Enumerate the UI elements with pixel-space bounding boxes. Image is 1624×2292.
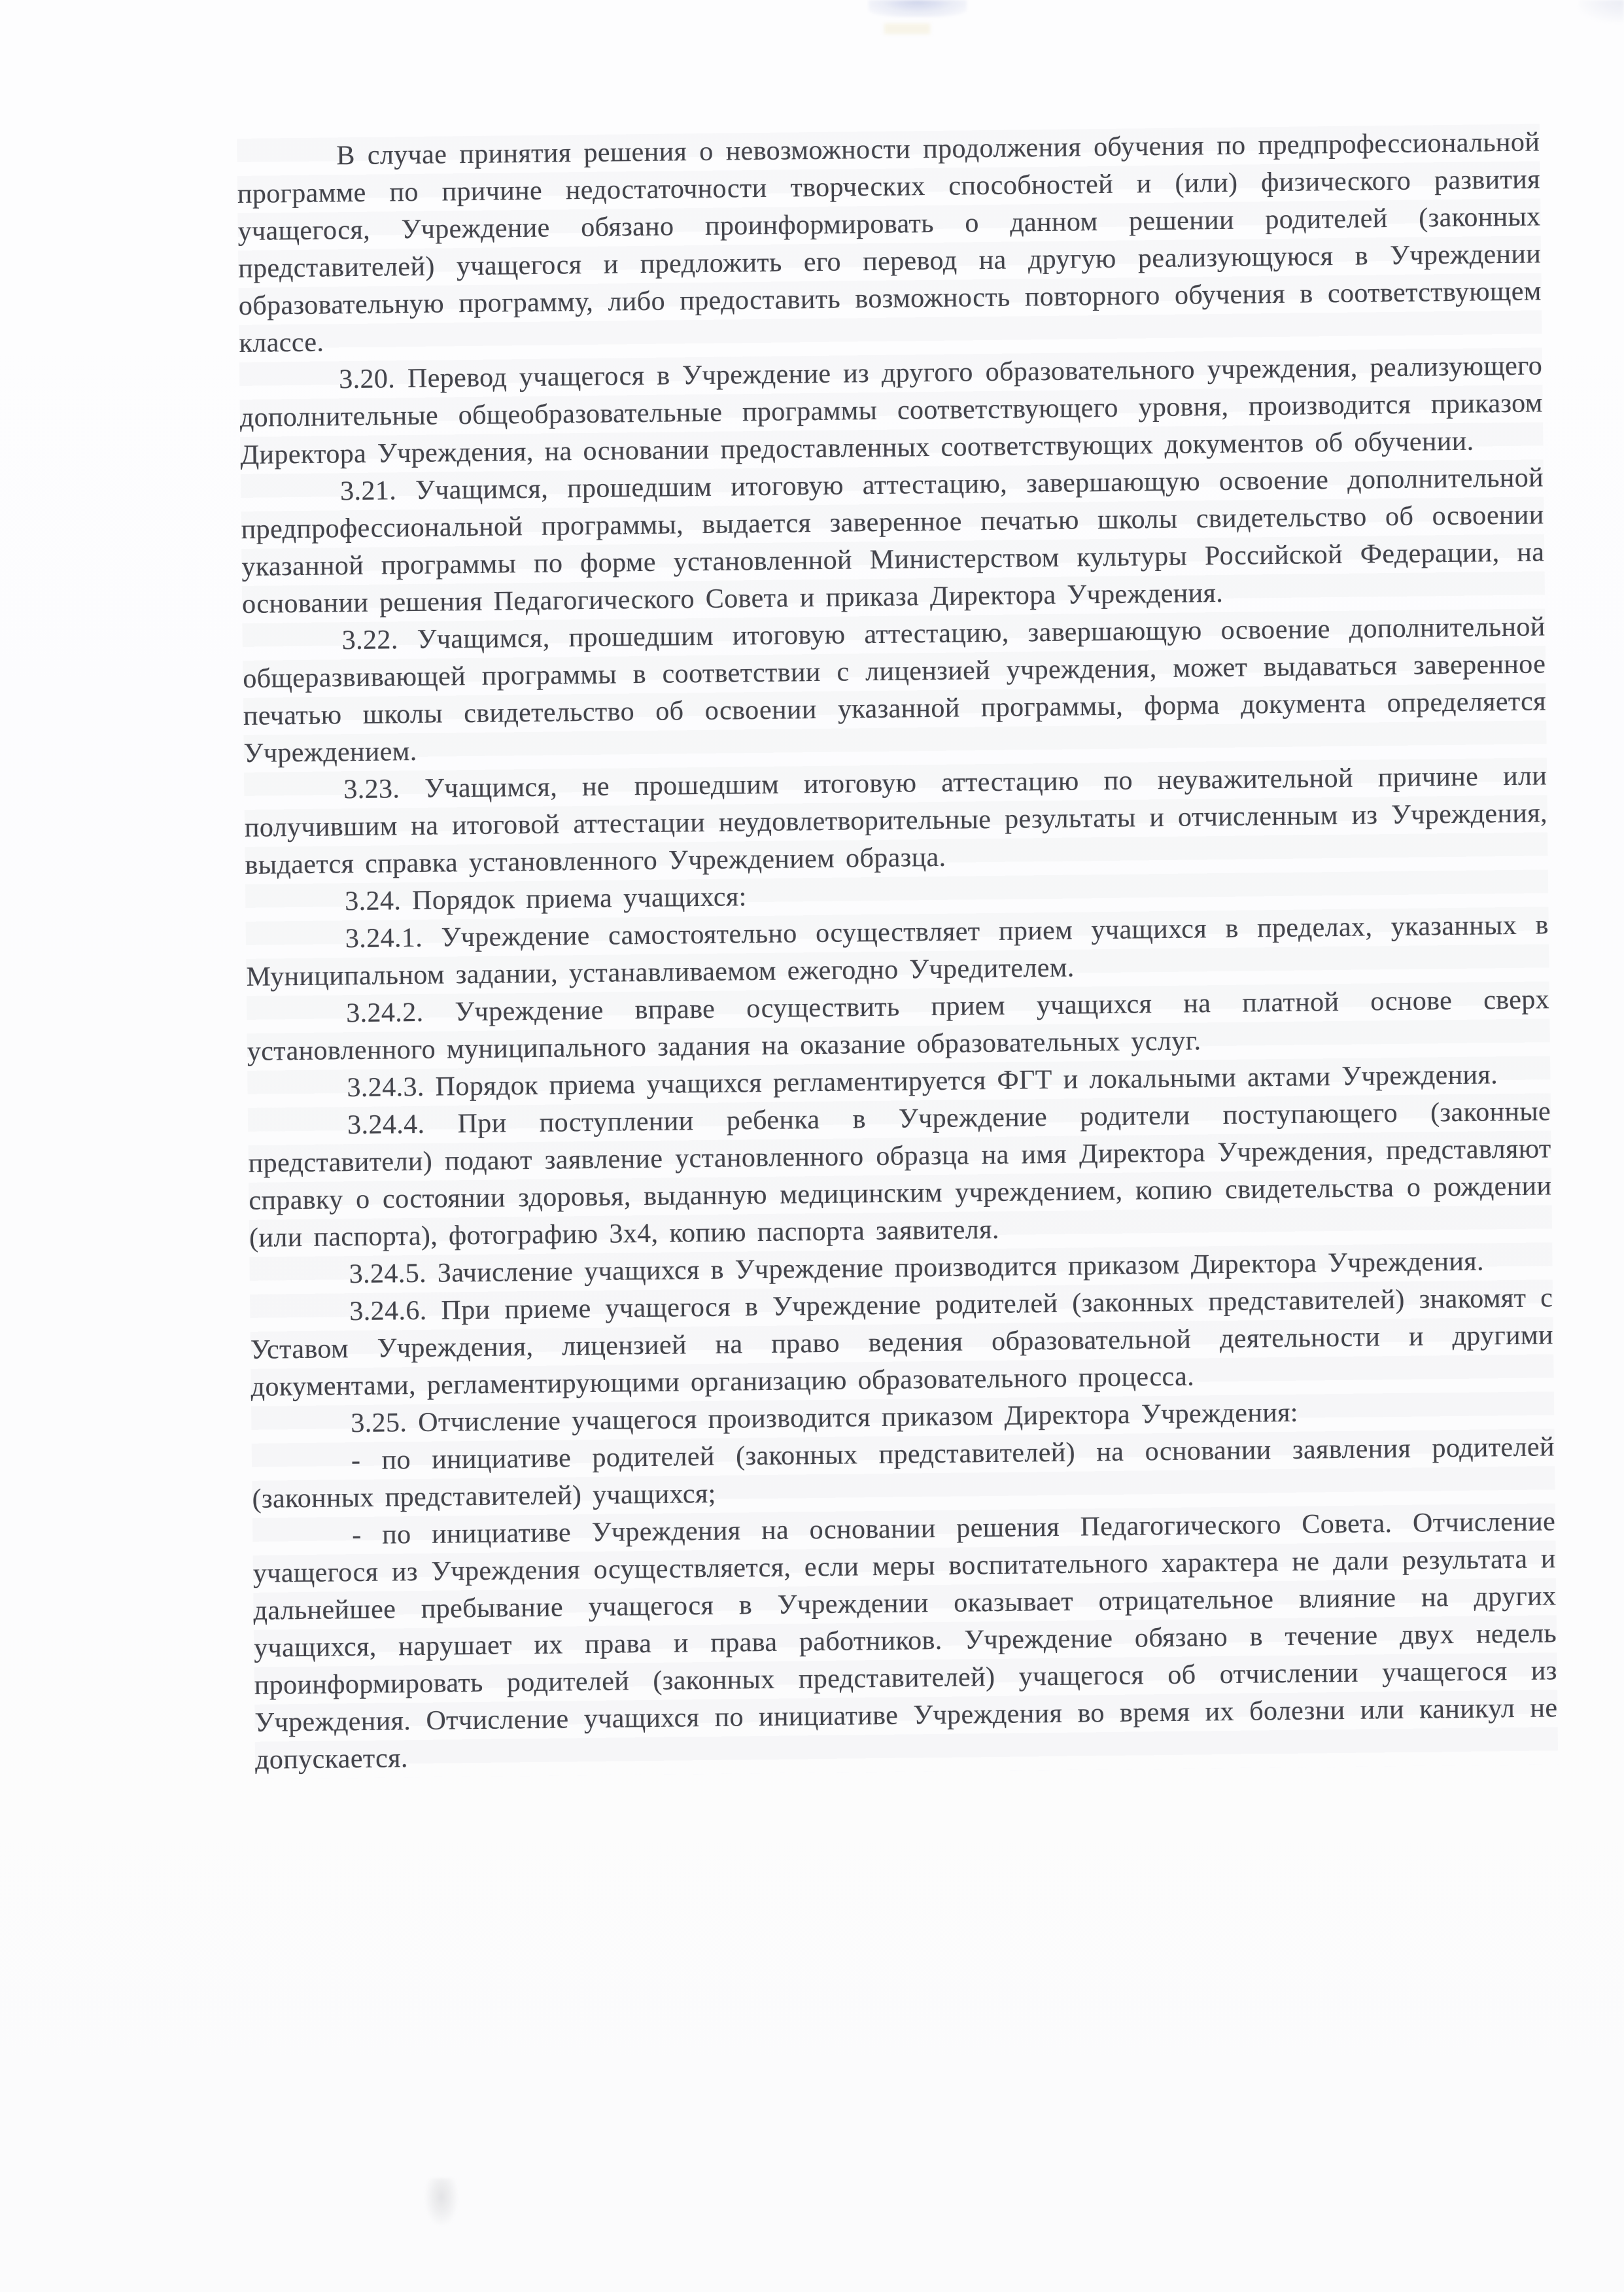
paragraph-3-25-heading: 3.25. Отчисление учащегося производится приказом Директора Учреждения: xyxy=(351,1397,1299,1439)
scan-artifact-cream-smudge xyxy=(884,24,930,34)
paragraph-3-24-3: 3.24.3. Порядок приема учащихся регламентируется ФГТ и локальными актами Учреждения. xyxy=(347,1060,1498,1103)
paragraph-3-24-2: 3.24.2. Учреждение вправе осуществить прием учащихся на платной основе сверх установленного муниципального задания на оказание образовательных услуг. xyxy=(247,984,1550,1067)
scan-artifact-top-smudge xyxy=(869,0,967,17)
paragraph-3-23: 3.23. Учащимся, не прошедшим итоговую аттестацию по неуважительной причине или получившим на итоговой аттестации неудовлетворительные результаты и отчисленным из Учреждения, выдается справка установленного Учреждением образца. xyxy=(244,761,1548,880)
paragraph-3-20: 3.20. Перевод учащегося в Учреждение из другого образовательного учреждения, реализующего дополнительные общеобразовательные программы соответствующего уровня, производится приказом Директора Учреждения, на основании предоставленных соответствующих документов об обучении. xyxy=(239,351,1543,470)
paragraph-3-24-heading: 3.24. Порядок приема учащихся: xyxy=(344,882,747,917)
paragraph-3-24-6: 3.24.6. При приеме учащегося в Учреждение родителей (законных представителей) знакомят с Уставом Учреждения, лицензией на право ведения образовательной деятельности и другими документами, регламентирующими организацию образовательного процесса. xyxy=(250,1283,1554,1402)
scan-artifact-corner-smudge xyxy=(1578,0,1624,22)
scan-artifact-bottom-smudge xyxy=(425,2178,458,2225)
document-text-block xyxy=(237,124,1558,1779)
paragraph-intro-continuation: В случае принятия решения о невозможности продолжения обучения по предпрофессиональной программе по причине недостаточности творческих способностей и (или) физического развития учащегося, Учреждение обязано проинформировать о данном решении родителей (законных представителей) учащегося и предложить его перевод на другую реализующуюся в Учреждении образовательную программу, либо предоставить возможность повторного обучения в соответствующем классе. xyxy=(237,127,1542,358)
paragraph-3-21: 3.21. Учащимся, прошедшим итоговую аттестацию, завершающую освоение дополнительной предпрофессиональной программы, выдается заверенное печатью школы свидетельство об освоении указанной программы по форме установленной Министерством культуры Российской Федерации, на основании решения Педагогического Совета и приказа Директора Учреждения. xyxy=(241,462,1545,619)
list-item-institution-initiative: - по инициативе Учреждения на основании решения Педагогического Совета. Отчисление учащегося из Учреждения осуществляется, если меры воспитательного характера не дали результата и дальнейшее пребывание учащегося в Учреждении оказывает отрицательное влияние на других учащихся, нарушает их права и права работников. Учреждение обязано в течение двух недель проинформировать родителей (законных представителей) учащегося об отчислении учащегося из Учреждения. Отчисление учащихся по инициативе Учреждения во время их болезни или каникул не допускается. xyxy=(252,1506,1558,1775)
list-item-parents-initiative: - по инициативе родителей (законных представителей) на основании заявления родителей (законных представителей) учащихся; xyxy=(252,1432,1555,1514)
paragraph-3-22: 3.22. Учащимся, прошедшим итоговую аттестацию, завершающую освоение дополнительной общеразвивающей программы в соответствии с лицензией учреждения, может выдаваться заверенное печатью школы свидетельство об освоении указанной программы, форма документа определяется Учреждением. xyxy=(243,612,1547,769)
paragraph-3-24-1: 3.24.1. Учреждение самостоятельно осуществляет прием учащихся в пределах, указанных в Муниципальном задании, устанавливаемом ежегодно Учредителем. xyxy=(246,910,1549,992)
paragraph-3-24-5: 3.24.5. Зачисление учащихся в Учреждение производится приказом Директора Учреждения. xyxy=(349,1246,1485,1290)
paragraph-3-24-4: 3.24.4. При поступлении ребенка в Учреждение родители поступающего (законные представители) подают заявление установленного образца на имя Директора Учреждения, представляют справку о состоянии здоровья, выданную медицинским учреждением, копию свидетельства о рождении (или паспорта), фотографию 3х4, копию паспорта заявителя. xyxy=(248,1096,1552,1253)
